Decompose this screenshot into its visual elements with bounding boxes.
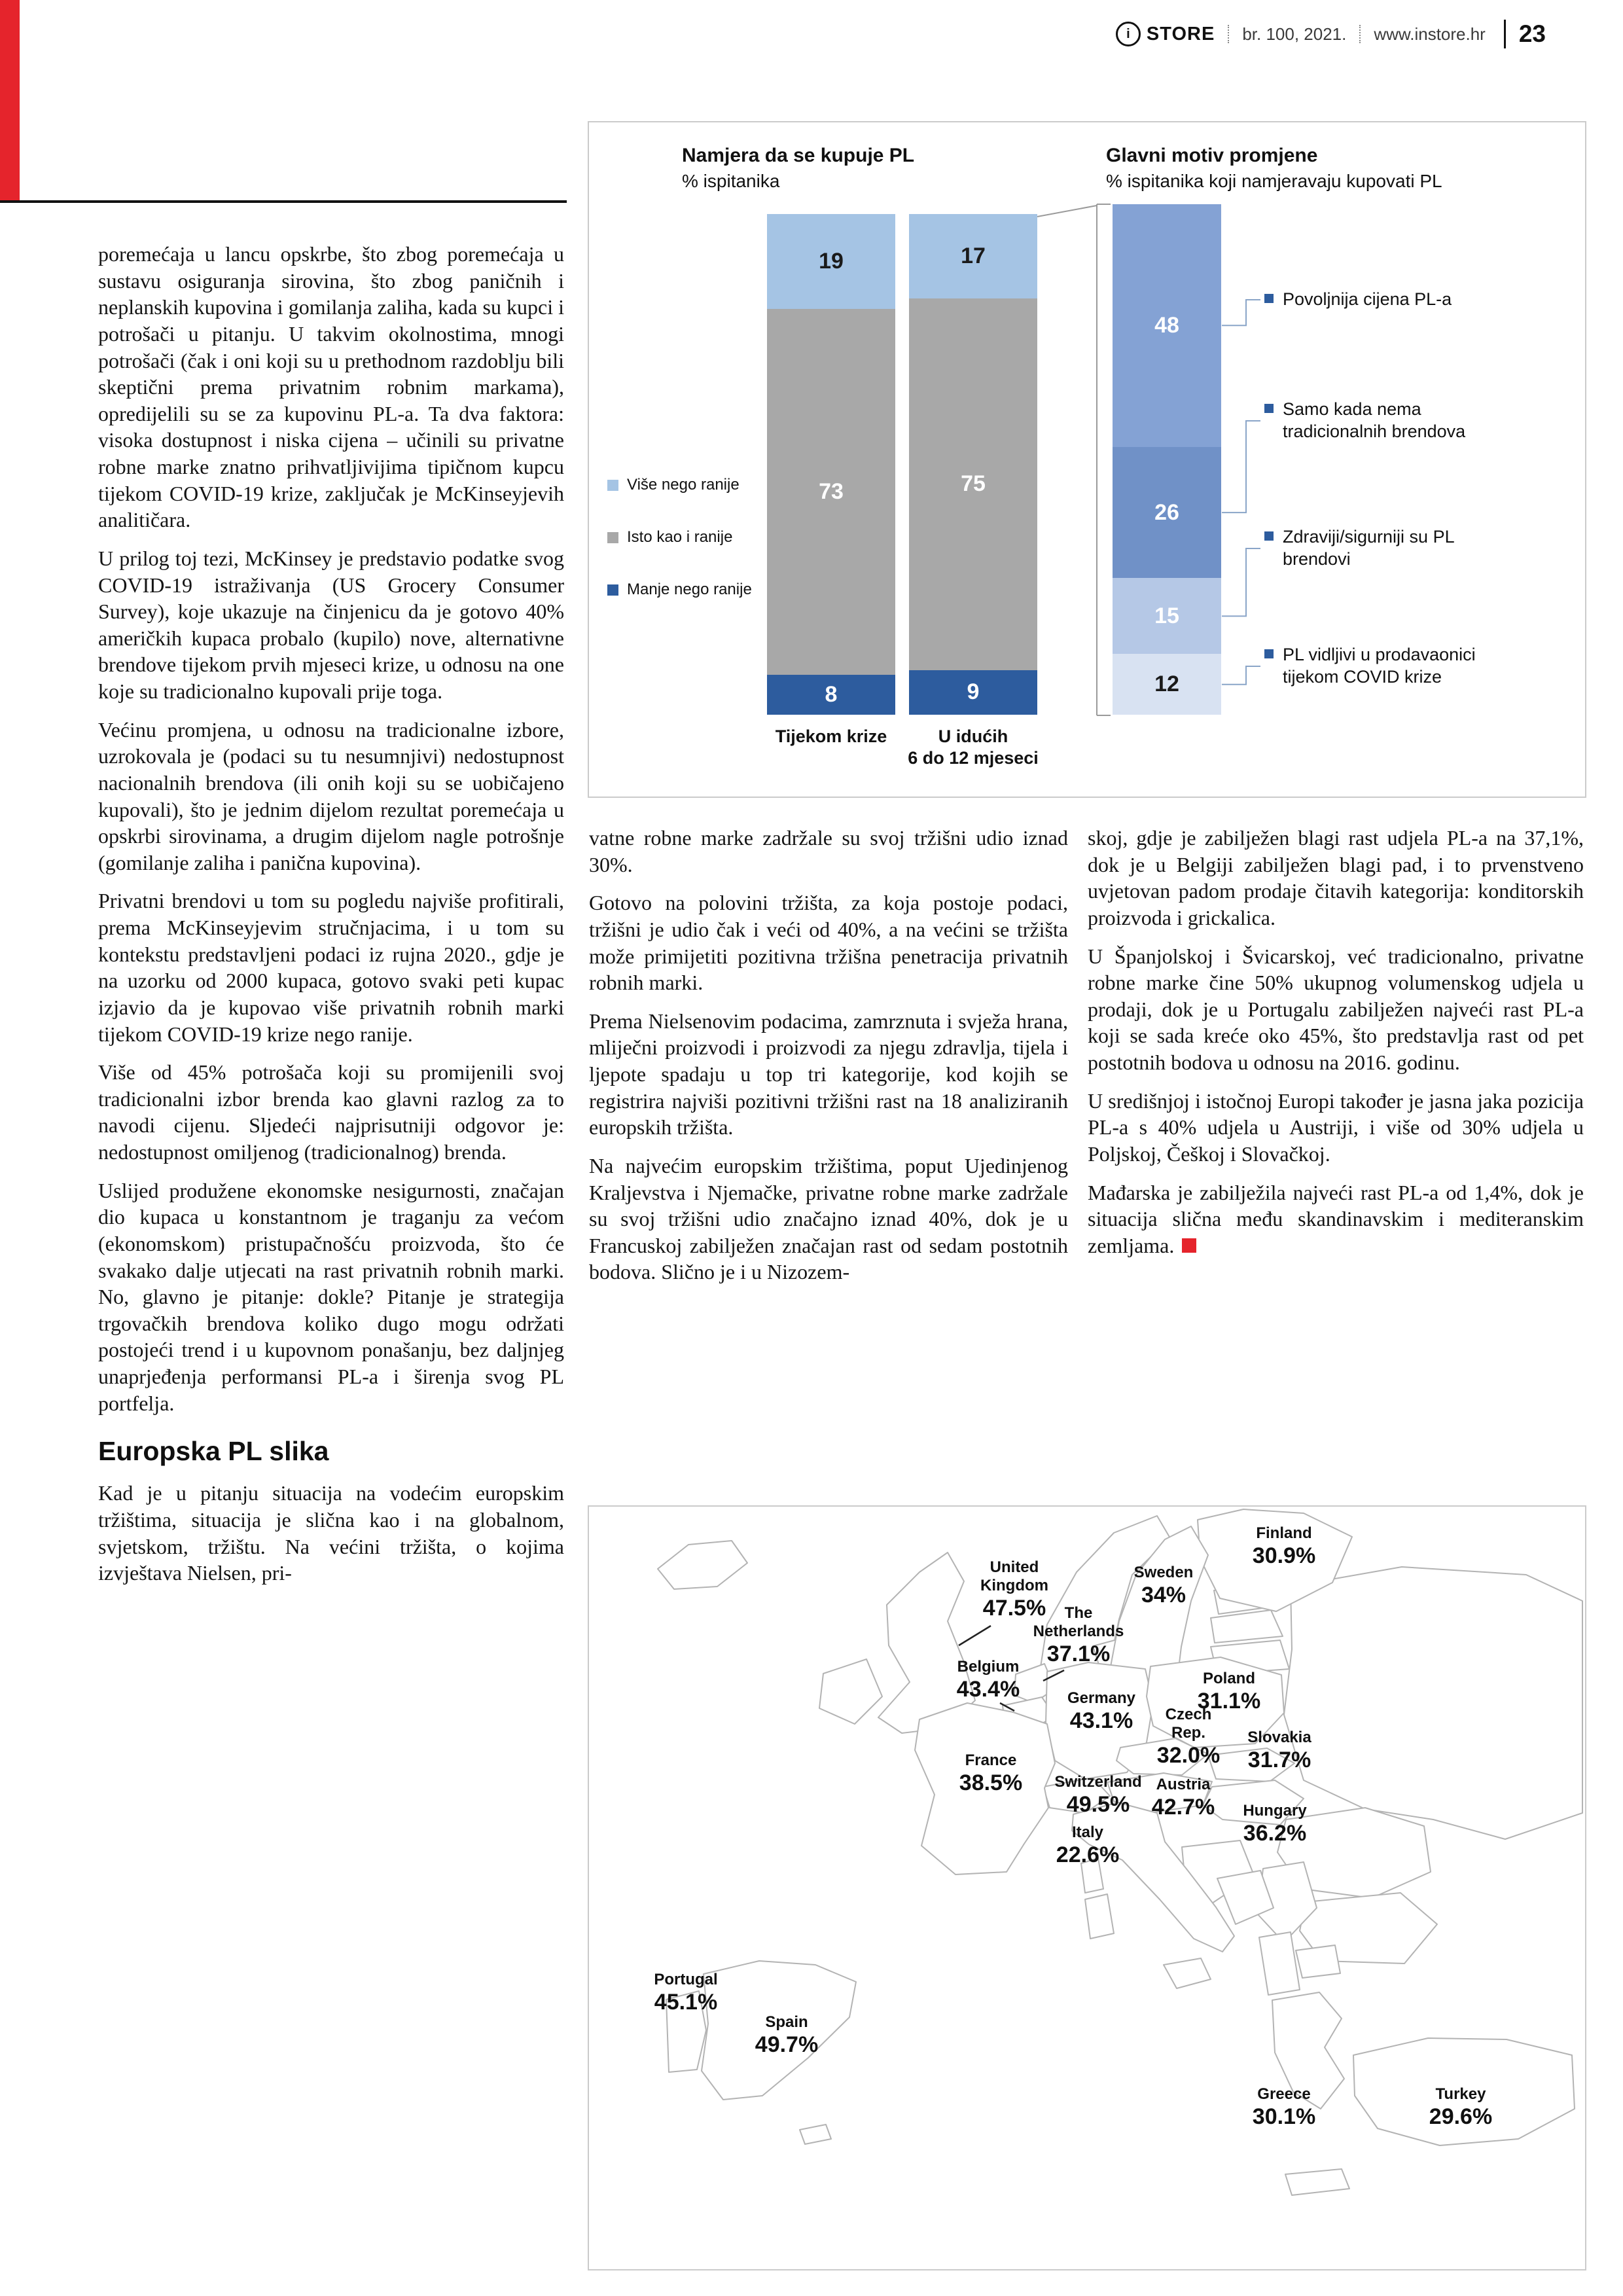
motive-label	[1264, 526, 1487, 570]
brand-red-bar	[0, 0, 20, 202]
map-label: Netherlands	[1033, 1623, 1124, 1640]
instore-logo	[1116, 22, 1215, 46]
chart-title: Glavni motiv promjene	[1106, 145, 1318, 166]
motive-bar-segment: 26	[1113, 447, 1221, 579]
legend-swatch-icon	[607, 532, 618, 543]
map-label: Germany	[1067, 1689, 1136, 1707]
legend-item	[607, 581, 752, 599]
map-pointer-line	[959, 1626, 991, 1645]
motive-bar-segment: 48	[1113, 204, 1221, 447]
article-paragraph: Privatni brendovi u tom su pogledu najviše profitirali, prema McKinseyjevim stručnjacima, i u tom su kontekstu predstavljeni podaci iz rujna 2020., gdje je na uzorku od 2000 kupaca, gotovo svaki peti kupac izjavio da je kupovao više privatnih robnih marki tijekom COVID-19 krize nego ranije.	[98, 889, 564, 1046]
map-label: 31.1%	[1197, 1689, 1261, 1713]
map-label: 38.5%	[959, 1770, 1023, 1795]
motive-label	[1264, 288, 1487, 310]
map-label: 22.6%	[1056, 1842, 1120, 1867]
chart-connector-lines	[589, 122, 1585, 797]
map-country-sicily	[1164, 1958, 1211, 1988]
stacked-bar-next-months	[909, 214, 1037, 715]
map-label: Finland	[1256, 1524, 1312, 1542]
map-label: Greece	[1257, 2085, 1311, 2103]
motive-label	[1264, 398, 1487, 442]
motive-bar-segment: 12	[1113, 654, 1221, 715]
map-label: France	[965, 1751, 1017, 1769]
map-country-sardinia	[1085, 1894, 1114, 1939]
map-label: 30.9%	[1252, 1543, 1316, 1568]
page-number-divider	[1504, 20, 1506, 48]
map-label: 34%	[1141, 1583, 1186, 1607]
map-label: 49.7%	[755, 2032, 819, 2057]
motive-bar-segment: 15	[1113, 578, 1221, 654]
map-label: Turkey	[1435, 2085, 1486, 2103]
map-label: 43.1%	[1069, 1708, 1133, 1733]
map-label: 45.1%	[654, 1990, 718, 2015]
europe-map-svg	[589, 1507, 1585, 2269]
legend-item	[607, 528, 752, 547]
article-paragraph: U prilog toj tezi, McKinsey je predstavio podatke svog COVID-19 istraživanja (US Grocery Consumer Survey), koje ukazuje na činjenicu da je gotovo 40% američkih kupaca probalo (kupilo) nove, alternativne brendove tijekom prvih mjeseci krize, u odnosu na one koje su tradicionalno kupovali prije toga.	[98, 546, 564, 703]
page-header	[1116, 20, 1546, 48]
map-country-other	[1284, 1567, 1582, 1839]
motive-bullet-icon	[1264, 649, 1274, 658]
pl-charts-panel	[588, 121, 1586, 798]
logo-icon: i	[1116, 22, 1141, 46]
motive-label-text: Samo kada nema tradicionalnih brendova	[1283, 399, 1466, 442]
map-label: 49.5%	[1066, 1792, 1130, 1817]
chart-subtitle: % ispitanika	[682, 171, 780, 191]
bar-category-label: U idućih 6 do 12 mjeseci	[908, 726, 1039, 768]
map-label: Slovakia	[1247, 1729, 1311, 1746]
map-country-ireland	[819, 1659, 882, 1724]
map-label: 36.2%	[1243, 1821, 1307, 1846]
map-label: Portugal	[654, 1971, 718, 1988]
map-country-other	[1211, 1610, 1283, 1643]
motive-label-text: Povoljnija cijena PL-a	[1283, 289, 1452, 309]
map-country-macedonia	[1296, 1945, 1340, 1978]
map-label: Hungary	[1243, 1802, 1307, 1820]
chart-subtitle: % ispitanika koji namjeravaju kupovati PL	[1106, 171, 1442, 191]
article-end-mark	[1182, 1238, 1196, 1253]
article-text: Mađarska je zabilježila najveći rast PL-a od 1,4%, dok je situacija slična među skandinavskim i mediteranskim zemljama.	[1088, 1180, 1584, 1257]
motive-bullet-icon	[1264, 294, 1274, 303]
article-paragraph: skoj, gdje je zabilježen blagi rast udjela PL-a na 37,1%, dok je u Belgiji zabilježen blagi pad, i to prvenstveno uvjetovan padom prodaje čitavih kategorija: konditorskih proizvoda i grickalica.	[1088, 826, 1584, 929]
legend-label: Više nego ranije	[627, 476, 740, 493]
map-country-albania	[1259, 1932, 1300, 1995]
map-label: Sweden	[1133, 1564, 1194, 1581]
header-separator	[1359, 25, 1361, 43]
legend-label: Manje nego ranije	[627, 581, 752, 598]
map-country-iceland	[658, 1541, 747, 1589]
map-label: 32.0%	[1156, 1743, 1221, 1768]
article-paragraph: Više od 45% potrošača koji su promijenili svoj tradicionalni izbor brenda kao glavni razlog za to navodi cijenu. Sljedeći najprisutniji odgovor je: nedostupnost omiljenog (tradicionalnog) brenda.	[98, 1060, 564, 1164]
logo-wordmark: STORE	[1146, 23, 1215, 45]
site-url[interactable]: www.instore.hr	[1374, 24, 1486, 44]
map-label: 30.1%	[1252, 2104, 1316, 2129]
article-paragraph: Većinu promjena, u odnosu na tradicionalne izbore, uzrokovala je (podaci su tu nesumnjivi) nedostupnost nacionalnih brendova (ili onih koji su se uobičajeno kupovali), što je jednim dijelom rezultat poremećaja u opskrbi sirovinama, a drugim dijelom nagle potrošnje (gomilanje zaliha i panična kupovina).	[98, 717, 564, 874]
chart-title-motive	[1106, 145, 1525, 192]
article-paragraph: U središnjoj i istočnoj Europi također je jasna jaka pozicija PL-a s 40% udjela u Austriji, i više od 30% udjela u Poljskoj, Češkoj i Slovačkoj.	[1088, 1088, 1584, 1166]
map-label: Austria	[1156, 1776, 1211, 1793]
map-label: 42.7%	[1151, 1795, 1215, 1820]
article-paragraph: U Španjolskoj i Švicarskoj, već tradicionalno, privatne robne marke čine 50% ukupnog volumenskog udjela u prodaji, dok je u Portugalu zabilježen najveći rast PL-a koji se sada kreće oko 45%, što predstavlja rast od pet postotnih bodova u odnosu na 2016. godinu.	[1088, 944, 1584, 1074]
map-label: Switzerland	[1054, 1773, 1142, 1791]
map-label: Czech	[1165, 1706, 1212, 1723]
legend-swatch-icon	[607, 584, 618, 596]
stacked-bar-motives	[1113, 204, 1221, 715]
chart-title-intent	[682, 145, 914, 192]
issue-label: br. 100, 2021.	[1242, 24, 1347, 44]
legend-item	[607, 476, 752, 494]
map-label: Spain	[765, 2013, 808, 2031]
map-label: United	[990, 1558, 1039, 1576]
text-column-left	[98, 241, 564, 1598]
map-label: Kingdom	[980, 1577, 1048, 1594]
map-label: Rep.	[1171, 1724, 1206, 1742]
map-label: Poland	[1202, 1670, 1256, 1687]
bar-segment: 17	[909, 214, 1037, 298]
article-paragraph: Na najvećim europskim tržištima, poput Ujedinjenog Kraljevstva i Njemačke, privatne robne marke zadržale su svoj tržišni udio značajno iznad 40%, dok je u Francuskoj zabilježen značajan rast od sedam postotnih bodova. Slično je i u Nizozem-	[589, 1153, 1068, 1284]
bar-segment: 9	[909, 670, 1037, 715]
motive-bullet-icon	[1264, 531, 1274, 541]
chart-legend	[607, 476, 752, 633]
map-label: 37.1%	[1046, 1641, 1111, 1666]
article-paragraph: vatne robne marke zadržale su svoj tržišni udio iznad 30%.	[589, 826, 1068, 876]
article-paragraph: Kad je u pitanju situacija na vodećim europskim tržištima, situacija je slična kao i na globalnom, svjetskom, tržištu. Na većini tržišta, o kojima izvještava Nielsen, pri-	[98, 1481, 564, 1585]
map-label: 29.6%	[1429, 2104, 1493, 2129]
text-column-right	[1088, 825, 1584, 1270]
map-label: 31.7%	[1247, 1748, 1311, 1772]
bar-category-label: Tijekom krize	[775, 726, 887, 746]
text-column-middle	[589, 825, 1068, 1297]
bar-segment: 73	[767, 309, 895, 674]
article-paragraph: Prema Nielsenovim podacima, zamrznuta i svježa hrana, mliječni proizvodi i proizvodi za njegu zdravlja, tijela i ljepote spadaju u top tri kategorije, kod kojih se registrira najviši pozitivni tržišni rast na 18 analiziranih europskih tržišta.	[589, 1009, 1068, 1139]
section-heading: Europska PL slika	[98, 1436, 329, 1467]
map-label: Italy	[1071, 1823, 1104, 1841]
motive-label	[1264, 643, 1487, 688]
article-paragraph: Gotovo na polovini tržišta, za koja postoje podaci, tržišni je udio čak i veći od 40%, a na većini se tržišta može primijetiti pozitivna tržišna penetracija privatnih robnih marki.	[589, 891, 1068, 995]
stacked-bar-during-crisis	[767, 214, 895, 715]
map-label: Belgium	[957, 1658, 1020, 1676]
europe-pl-map	[588, 1505, 1586, 2270]
motive-label-text: PL vidljivi u prodavaonici tijekom COVID krize	[1283, 645, 1476, 687]
motive-label-text: Zdraviji/sigurniji su PL brendovi	[1283, 527, 1454, 569]
page-number: 23	[1518, 20, 1546, 47]
map-country-crete	[1285, 2169, 1349, 2195]
bar-segment: 19	[767, 214, 895, 309]
header-separator	[1228, 25, 1229, 43]
map-label: The	[1064, 1604, 1093, 1622]
article-paragraph	[1088, 1179, 1584, 1259]
header-rule	[0, 200, 567, 203]
article-paragraph: poremećaja u lancu opskrbe, što zbog poremećaja u sustavu osiguranja sirovina, što zbog paničnih i neplanskih kupovina i gomilanja zaliha, kada su kupci i potrošači u pitanju. U takvim okolnostima, mnogi potrošači (čak i oni koji su u prethodnom razdoblju bili skeptični prema privatnim robnim markama), opredijelili su se za kupovinu PL-a. Ta dva faktora: visoka dostupnost i niska cijena – učinili su privatne robne marke znatno prihvatljivijima tipičnom kupcu tijekom COVID-19 krize, zaključak je McKinseyjevih analitičara.	[98, 242, 564, 532]
article-paragraph: Uslijed produžene ekonomske nesigurnosti, značajan dio kupaca u konstantnom je traganju za većom (ekonomskom) pristupačnošću proizvoda, što će svakako dalje utjecati na rast privatnih robnih marki. No, glavno je pitanje: dokle? Pitanje je strategija trgovačkih brendova koliko dugo mogu održati postojeći trend i u kupovnom ponašanju, bez daljnjeg unaprjeđenja performansi PL-a i širenja svog PL portfelja.	[98, 1178, 564, 1415]
legend-label: Isto kao i ranije	[627, 528, 733, 546]
map-label: 47.5%	[982, 1596, 1046, 1621]
bar-segment: 8	[767, 675, 895, 715]
motive-bullet-icon	[1264, 404, 1274, 413]
chart-title: Namjera da se kupuje PL	[682, 145, 915, 166]
bar-segment: 75	[909, 298, 1037, 670]
map-country-other	[800, 2125, 831, 2144]
map-label: 43.4%	[956, 1677, 1020, 1702]
legend-swatch-icon	[607, 480, 618, 491]
